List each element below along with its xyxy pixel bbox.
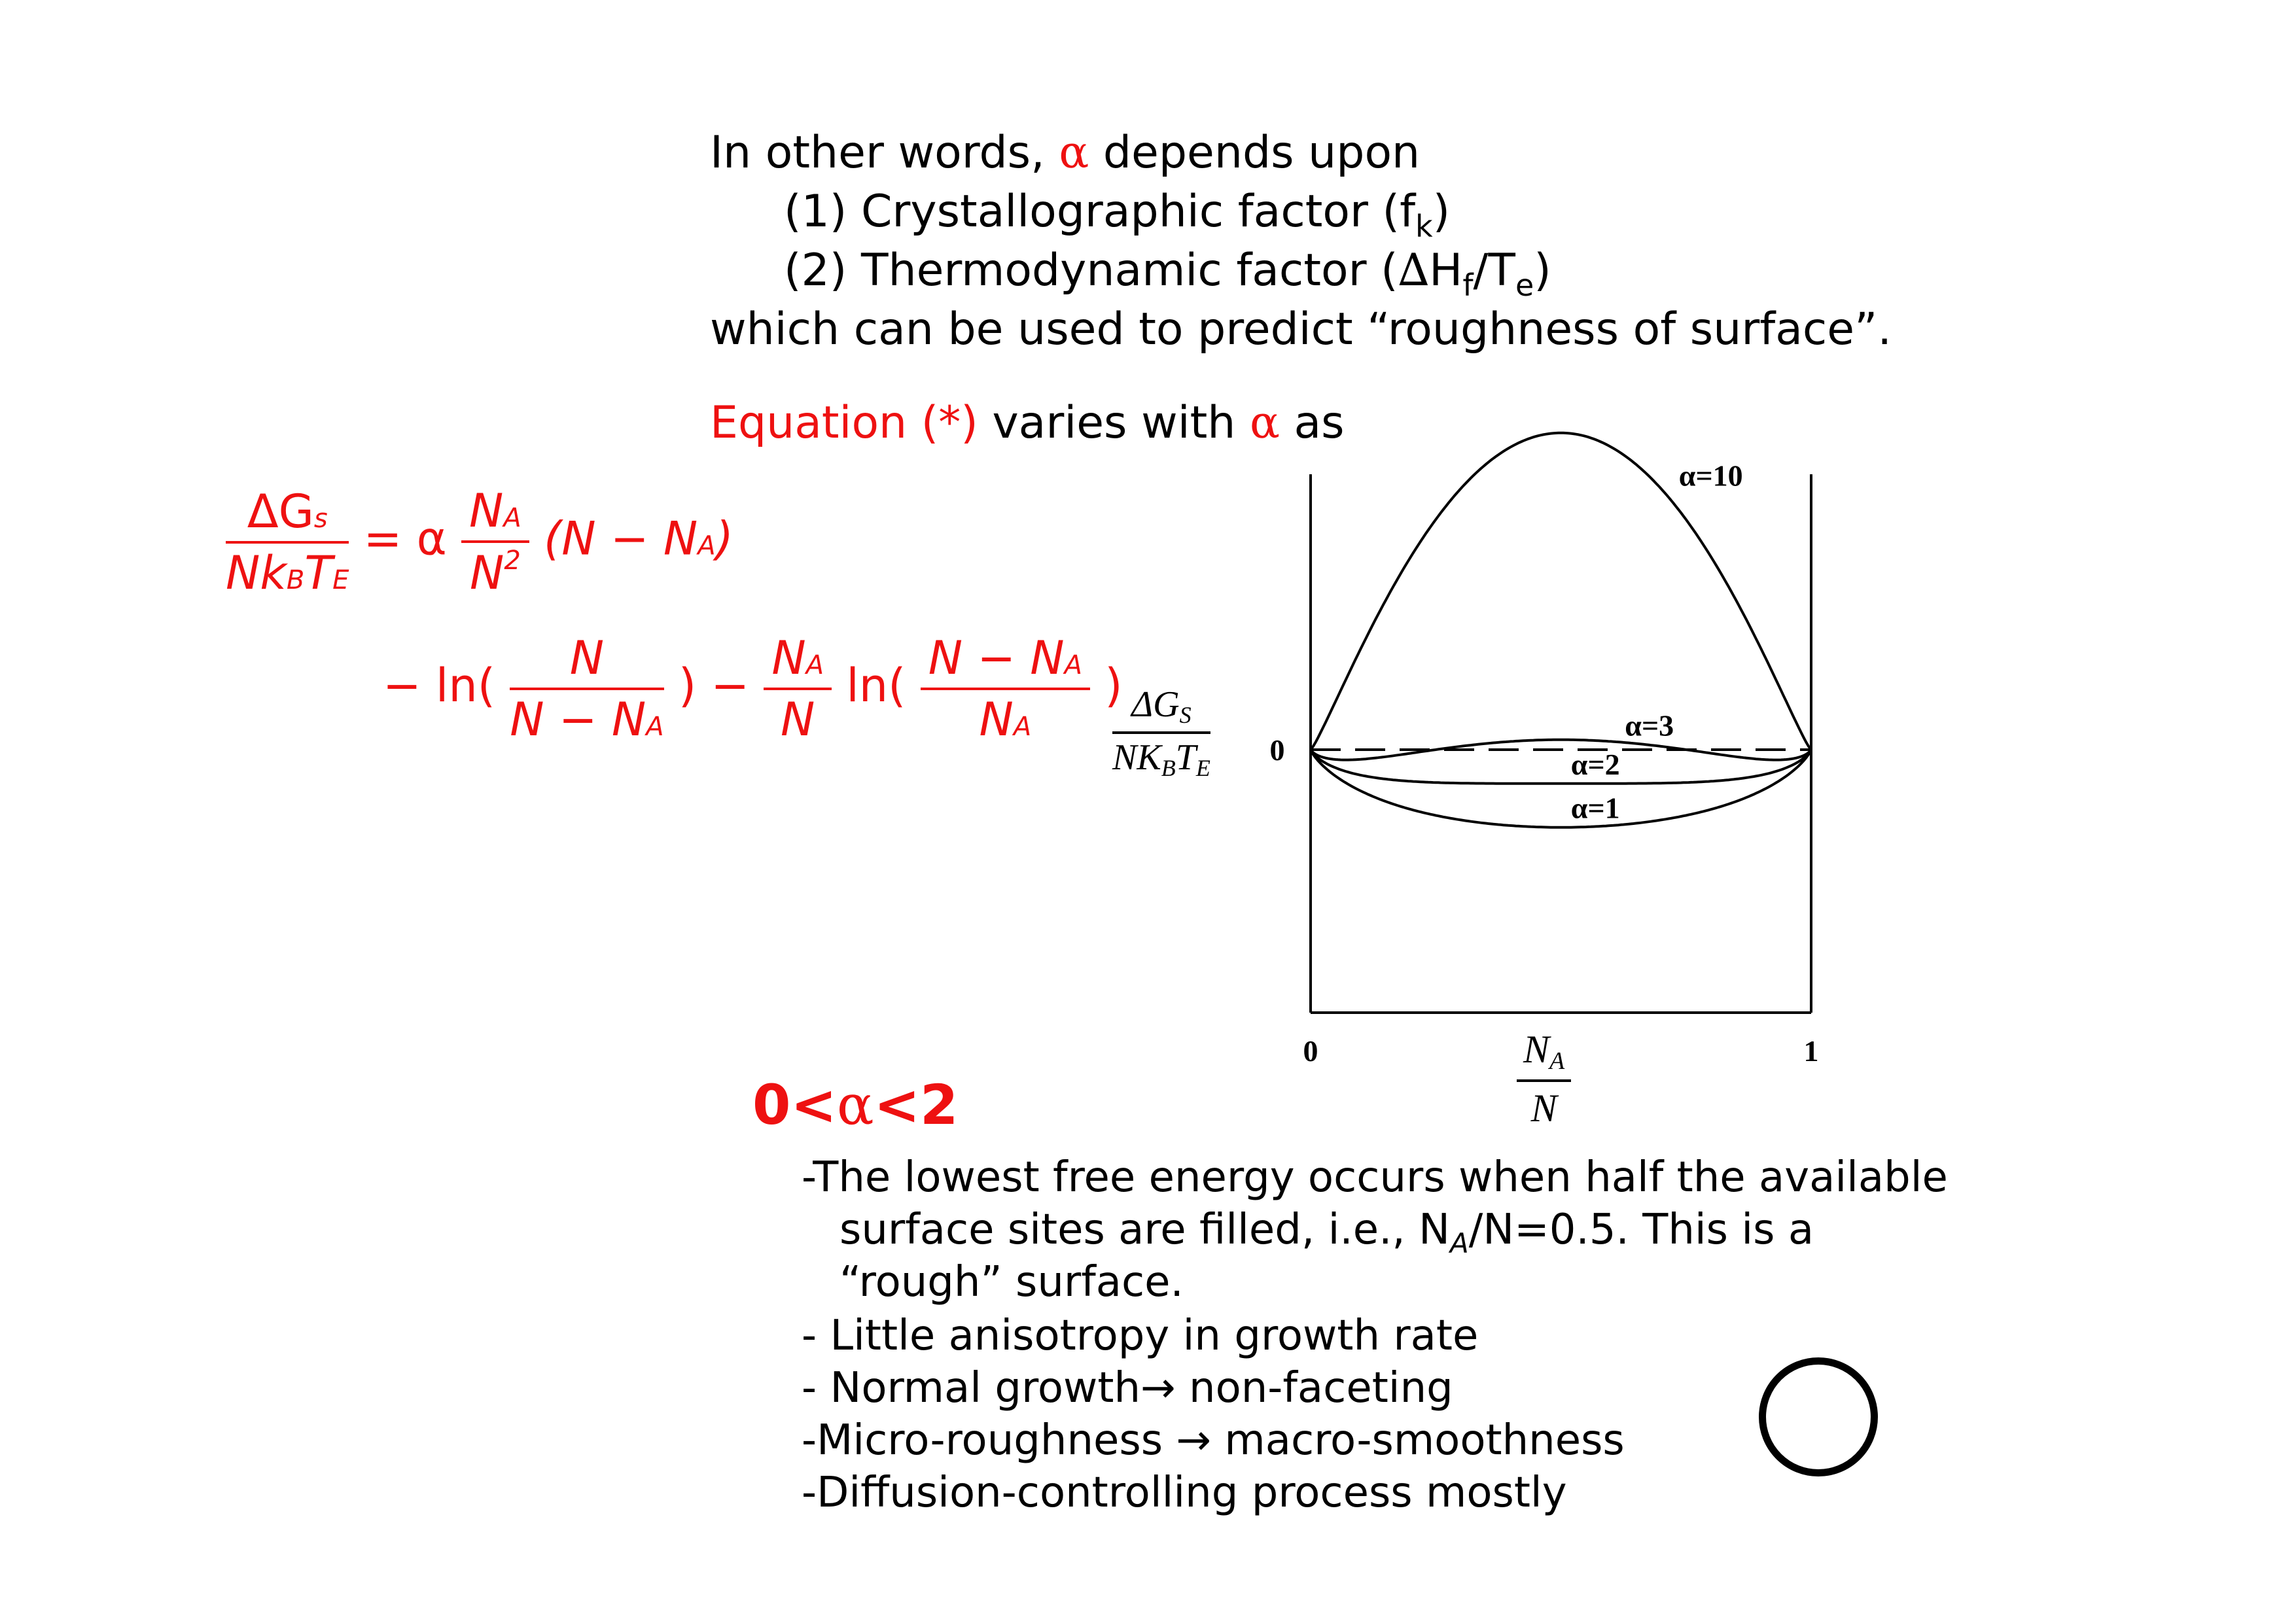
equation-line-1: $\frac{\text{ΔGs}}{\text{NkBTE}}$ = α $\frac{NA}{N^2}$ (N − NA): [226, 484, 733, 600]
circle-icon: [1759, 1357, 1878, 1476]
intro-line-2: (1) Crystallographic factor $(f_k)$: [784, 186, 1451, 244]
intro-line-4: which can be used to predict “roughness of surface”.: [710, 304, 1892, 355]
series-label: α=3: [1625, 708, 1674, 742]
alpha-fraction: $\frac{NA}{N^2}$: [461, 484, 529, 600]
lhs-fraction: $\frac{\text{ΔGs}}{\text{NkBTE}}$: [226, 484, 349, 600]
equation-intro: Equation (*) varies with α as: [710, 397, 1345, 449]
series-label: α=2: [1570, 747, 1620, 781]
x-tick-label: 0: [1303, 1034, 1318, 1068]
chart-x-label: NA N: [1517, 1027, 1571, 1131]
series-curve-alpha-1: [1311, 747, 1811, 828]
range-title: 0<α<2: [752, 1073, 959, 1137]
chart-y-label: ΔGS NKBTE: [1112, 684, 1210, 781]
ln-fraction-2: $\frac{N - NA}{NA}$: [921, 631, 1090, 746]
intro-line-1: In other words, α depends upon: [710, 127, 1421, 179]
y-tick-label: 0: [1269, 733, 1285, 767]
bullet-1-cont: surface sites are filled, i.e., $N_A/N=0.5$. This is a: [839, 1206, 1814, 1259]
bullet-1-end: “rough” surface.: [839, 1258, 1184, 1306]
x-tick-label: 1: [1803, 1034, 1819, 1068]
equation-line-2: − ln( $\frac{N}{N - NA}$ ) − $\frac{NA}{N}$ ln( $\frac{N - NA}{NA}$ ): [383, 631, 1123, 746]
na-over-n-fraction: $\frac{NA}{N}$: [764, 631, 832, 746]
bullet-5: -Diffusion-controlling process mostly: [802, 1469, 1567, 1517]
series-label: α=1: [1570, 791, 1620, 825]
ln-fraction-1: $\frac{N}{N - NA}$: [510, 631, 664, 746]
series-curve-alpha-2: [1311, 747, 1811, 784]
bullet-4: -Micro-roughness → macro-smoothness: [802, 1416, 1625, 1465]
chart-labels: [1270, 459, 1819, 1068]
bullet-2: - Little anisotropy in growth rate: [802, 1312, 1479, 1360]
chart-axes: [1311, 474, 1811, 1013]
bullet-1: -The lowest free energy occurs when half the available: [802, 1153, 1948, 1202]
bullet-3: - Normal growth→ non-faceting: [802, 1364, 1453, 1412]
series-label: α=10: [1678, 459, 1743, 493]
intro-line-3: (2) Thermodynamic factor $(\Delta H_f/T_e)$: [784, 245, 1551, 303]
